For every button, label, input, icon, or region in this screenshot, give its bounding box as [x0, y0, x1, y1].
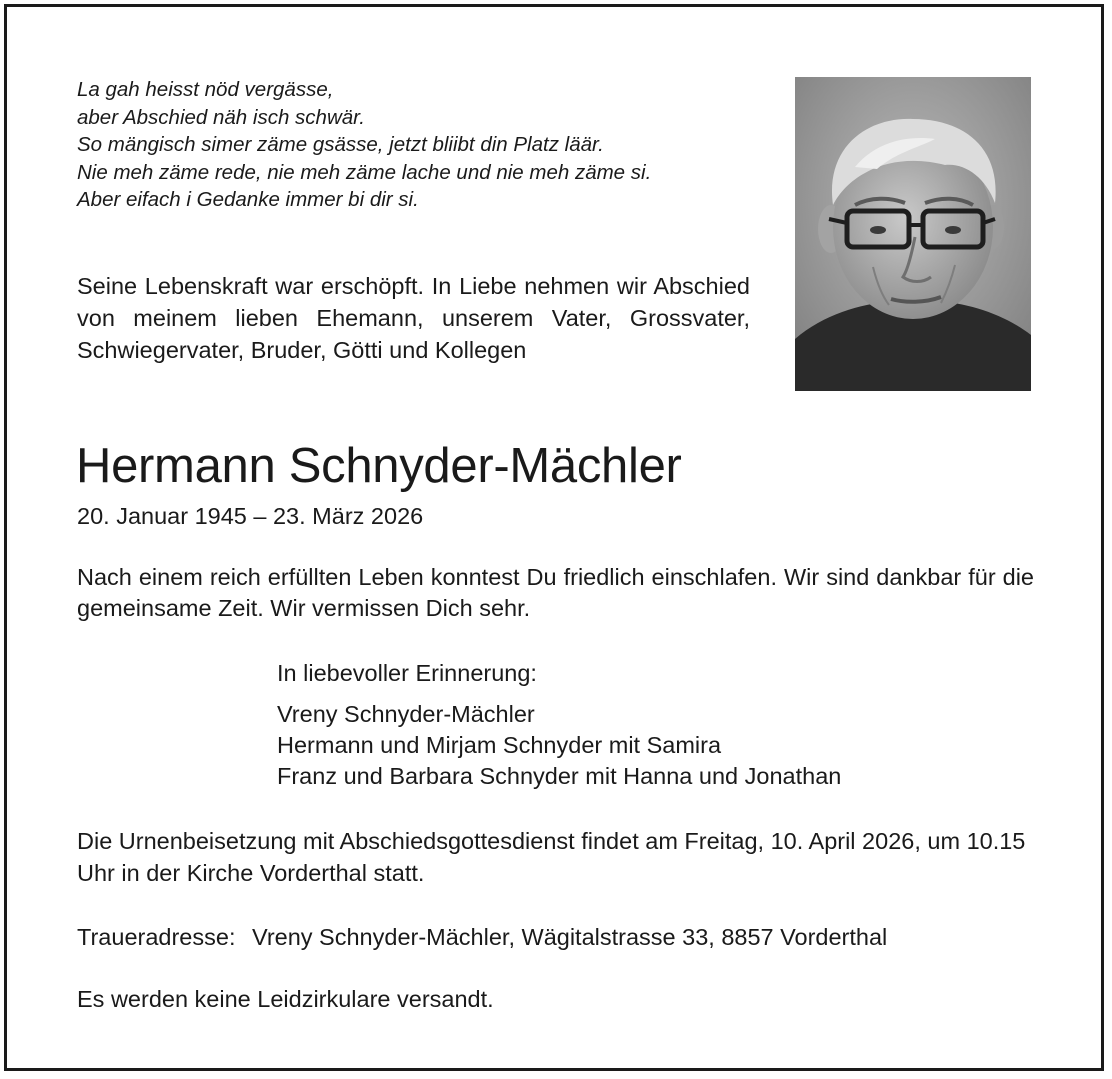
poem-line: La gah heisst nöd vergässe,: [77, 78, 334, 101]
poem-line: So mängisch simer zäme gsässe, jetzt bliibt din Platz läär.: [77, 133, 604, 156]
poem-line: Nie meh zäme rede, nie meh zäme lache und nie meh zäme si.: [77, 160, 652, 184]
mourners-heading: In liebevoller Erinnerung:: [277, 660, 537, 686]
address-label: Traueradresse:: [77, 924, 236, 950]
mourning-address: [77, 922, 887, 953]
mourner-name: Franz und Barbara Schnyder mit Hanna und Jonathan: [277, 763, 842, 789]
mourner-name: Vreny Schnyder-Mächler: [277, 701, 535, 727]
portrait-photo: [795, 77, 1031, 391]
address-value: Vreny Schnyder-Mächler, Wägitalstrasse 33, 8857 Vorderthal: [252, 924, 888, 950]
poem-line: aber Abschied näh isch schwär.: [77, 105, 365, 129]
deceased-name: Hermann Schnyder-Mächler: [76, 439, 682, 493]
service-details: Die Urnenbeisetzung mit Abschiedsgottesdienst findet am Freitag, 10. April 2026, um 10.15 Uhr in der Kirche Vorderthal statt.: [77, 828, 1026, 886]
intro-text: Seine Lebenskraft war erschöpft. In Liebe nehmen wir Abschied von meinem lieben Ehemann, unserem Vater, Grossvater, Schwiegervater, Bruder, Götti und Kollegen: [77, 273, 750, 363]
poem: [77, 76, 777, 214]
mourners-block: [277, 658, 841, 792]
life-dates: 20. Januar 1945 – 23. März 2026: [77, 503, 424, 529]
closing-note: Es werden keine Leidzirkulare versandt.: [77, 986, 494, 1012]
farewell-message: Nach einem reich erfüllten Leben konntest Du friedlich einschlafen. Wir sind dankbar für die gemeinsame Zeit. Wir vermissen Dich sehr.: [77, 564, 1034, 621]
mourner-name: Hermann und Mirjam Schnyder mit Samira: [277, 732, 722, 758]
poem-line: Aber eifach i Gedanke immer bi dir si.: [77, 188, 419, 211]
portrait-illustration: [795, 77, 1031, 391]
